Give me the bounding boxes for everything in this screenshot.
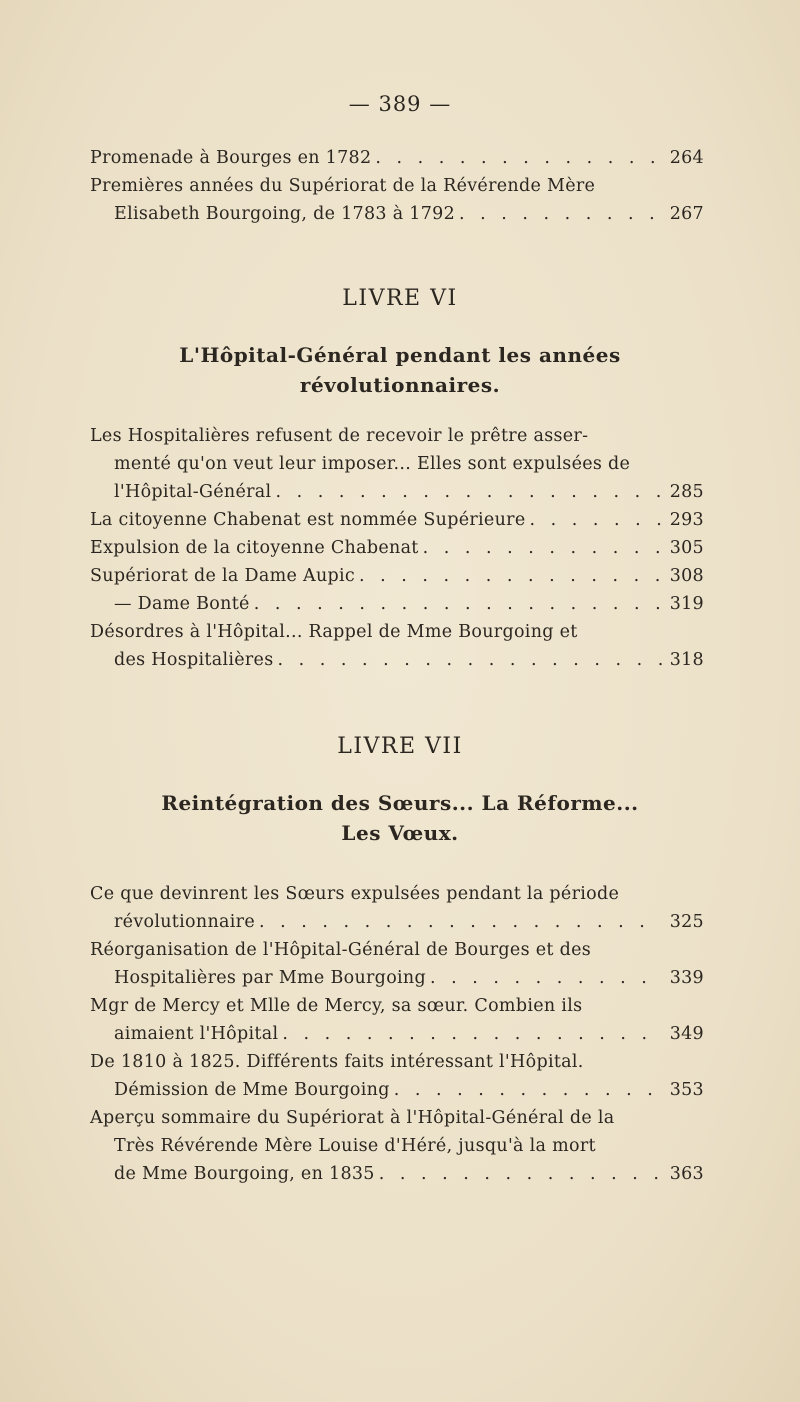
- entry-text: Expulsion de la citoyenne Chabenat: [90, 538, 419, 558]
- toc-entry: [90, 618, 704, 674]
- entry-page: 349: [669, 1024, 704, 1044]
- entry-text: Très Révérende Mère Louise d'Héré, jusqu'à la mort: [114, 1136, 596, 1156]
- toc-livre-6: [90, 422, 704, 674]
- toc-entry: [90, 590, 704, 618]
- entry-text: Premières années du Supériorat de la Révérende Mère: [90, 176, 596, 196]
- toc-entry: [90, 422, 704, 506]
- toc-top: [90, 144, 704, 228]
- livre-7-subtitle: [0, 788, 800, 848]
- entry-page: 318: [669, 650, 704, 670]
- entry-text: Désordres à l'Hôpital... Rappel de Mme Bourgoing et: [90, 622, 578, 642]
- entry-text: De 1810 à 1825. Différents faits intéressant l'Hôpital.: [90, 1052, 584, 1072]
- entry-page: 308: [669, 566, 704, 586]
- entry-text: l'Hôpital-Général: [114, 482, 272, 502]
- entry-text: Supériorat de la Dame Aupic: [90, 566, 356, 586]
- livre-6-heading: LIVRE VI: [342, 286, 458, 311]
- toc-entry: [90, 144, 704, 172]
- entry-text: Aperçu sommaire du Supériorat à l'Hôpital-Général de la: [90, 1108, 615, 1128]
- entry-text: menté qu'on veut leur imposer... Elles sont expulsées de: [114, 454, 631, 474]
- entry-text: La citoyenne Chabenat est nommée Supérieure: [90, 510, 526, 530]
- toc-livre-7: [90, 880, 704, 1188]
- toc-entry: [90, 534, 704, 562]
- entry-text: Les Hospitalières refusent de recevoir le prêtre asser-: [90, 426, 589, 446]
- entry-page: 285: [669, 482, 704, 502]
- entry-text: Elisabeth Bourgoing, de 1783 à 1792: [114, 204, 456, 224]
- subtitle-line: Les Vœux.: [341, 821, 459, 845]
- entry-page: 319: [669, 594, 704, 614]
- toc-entry: [90, 880, 704, 936]
- entry-page: 353: [669, 1080, 704, 1100]
- toc-entry: [90, 992, 704, 1048]
- toc-entry: [90, 562, 704, 590]
- entry-text: — Dame Bonté: [114, 594, 250, 614]
- entry-page: 325: [669, 912, 704, 932]
- toc-entry: [90, 172, 704, 228]
- entry-text: Mgr de Mercy et Mlle de Mercy, sa sœur. Combien ils: [90, 996, 583, 1016]
- toc-entry: [90, 1104, 704, 1188]
- entry-text: révolutionnaire: [114, 912, 255, 932]
- entry-page: 339: [669, 968, 704, 988]
- livre-7-heading: LIVRE VII: [337, 734, 463, 759]
- entry-page: 363: [669, 1164, 704, 1184]
- toc-entry: [90, 936, 704, 992]
- subtitle-line: L'Hôpital-Général pendant les années: [179, 343, 621, 367]
- subtitle-line: Reintégration des Sœurs... La Réforme...: [161, 791, 639, 815]
- page-number: — 389 —: [348, 92, 452, 116]
- entry-text: des Hospitalières: [114, 650, 274, 670]
- entry-text: Réorganisation de l'Hôpital-Général de Bourges et des: [90, 940, 592, 960]
- entry-text: Ce que devinrent les Sœurs expulsées pendant la période: [90, 884, 620, 904]
- toc-entry: [90, 1048, 704, 1104]
- entry-text: de Mme Bourgoing, en 1835: [114, 1164, 375, 1184]
- entry-text: Démission de Mme Bourgoing: [114, 1080, 390, 1100]
- entry-page: 305: [669, 538, 704, 558]
- livre-6-subtitle: [0, 340, 800, 400]
- subtitle-line: révolutionnaires.: [299, 373, 501, 397]
- entry-text: aimaient l'Hôpital: [114, 1024, 279, 1044]
- entry-text: Promenade à Bourges en 1782: [90, 148, 372, 168]
- entry-text: Hospitalières par Mme Bourgoing: [114, 968, 426, 988]
- toc-entry: [90, 506, 704, 534]
- entry-page: 267: [669, 204, 704, 224]
- entry-page: 264: [669, 148, 704, 168]
- entry-page: 293: [669, 510, 704, 530]
